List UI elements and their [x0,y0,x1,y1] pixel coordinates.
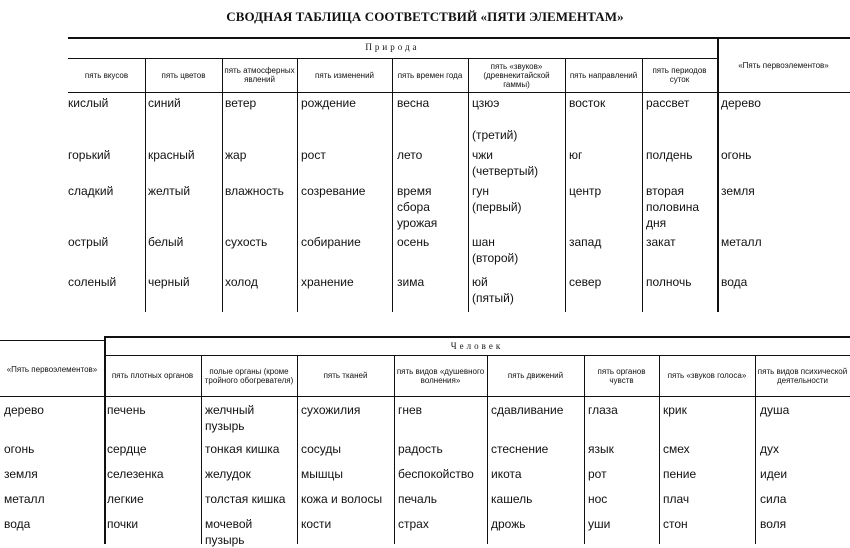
nature-cell: зима [397,275,425,289]
human-cell: земля [4,467,38,481]
human-cell: беспокойство [398,467,474,481]
nature-cell: сладкий [68,184,114,198]
human-cell: дерево [4,403,44,417]
human-cell: стеснение [491,442,549,456]
human-cell: сдавливание [491,403,564,417]
nature-column-divider [222,58,223,312]
nature-cell: созревание [301,184,366,198]
page-title: СВОДНАЯ ТАБЛИЦА СООТВЕТСТВИЙ «ПЯТИ ЭЛЕМЕНТАМ» [226,9,624,24]
human-column-divider [201,355,202,544]
human-cell: желчный пузырь [205,403,255,433]
nature-cell: вода [721,275,748,289]
nature-cell: желтый [148,184,191,198]
human-cell: нос [588,492,608,506]
nature-cell: земля [721,184,755,198]
human-cell: металл [4,492,45,506]
human-cell: печаль [398,492,437,506]
human-left-top-rule [0,340,104,341]
human-cell: желудок [205,467,251,481]
human-cell: пение [663,467,697,481]
human-column-header: «Пять первоэлементов» [6,364,98,374]
human-cell: вода [4,517,31,531]
human-cell: икота [491,467,522,481]
human-cell: почки [107,517,139,531]
nature-cell: чжи (четвертый) [472,148,539,178]
nature-cell: время сбора урожая [397,184,438,230]
nature-cell: цзюэ (третий) [472,96,518,142]
nature-column-header: пять «звуков» (древнекитайской гаммы) [483,61,550,89]
nature-cell: гун (первый) [472,184,522,214]
human-column-divider [659,355,660,544]
nature-cell: красный [148,148,195,162]
nature-cell: полночь [646,275,692,289]
nature-cell: восток [569,96,606,110]
human-column-header: полые органы (кроме тройного обогревателя) [204,366,294,385]
nature-header-bottom-rule [68,92,850,93]
nature-cell: огонь [721,148,752,162]
human-top-rule [104,336,850,338]
nature-cell: рост [301,148,326,162]
nature-cell: рождение [301,96,356,110]
nature-cell: шан (второй) [472,235,519,265]
nature-cell: острый [68,235,109,249]
human-cell: дух [760,442,780,456]
nature-cell: лето [397,148,423,162]
human-cell: уши [588,517,611,531]
nature-cell: вторая половина дня [646,184,700,230]
nature-cell: сухость [225,235,268,249]
human-header-bottom-rule [0,396,850,397]
human-cell: сердце [107,442,147,456]
nature-column-header: пять времен года [397,70,463,80]
nature-cell: весна [397,96,430,110]
nature-top-rule [68,37,850,39]
human-cell: селезенка [107,467,164,481]
human-cell: душа [760,403,790,417]
human-cell: смех [663,442,690,456]
nature-section-label: Природа [365,42,420,52]
human-cell: идеи [760,467,788,481]
nature-cell: полдень [646,148,693,162]
human-cell: гнев [398,403,423,417]
human-cell: воля [760,517,787,531]
nature-cell: металл [721,235,762,249]
human-cell: толстая кишка [205,492,286,506]
human-cell: сухожилия [301,403,361,417]
nature-cell: синий [148,96,181,110]
human-cell: легкие [107,492,144,506]
nature-column-divider [468,58,469,312]
nature-column-header: пять изменений [314,70,375,80]
human-cell: огонь [4,442,35,456]
human-section-label: Человек [450,341,504,351]
human-column-header: пять «звуков голоса» [667,371,747,380]
human-cell: мышцы [301,467,343,481]
nature-column-divider [392,58,393,312]
nature-cell: запад [569,235,602,249]
nature-column-divider [565,58,566,312]
human-column-header: пять органов чувств [597,366,646,385]
nature-column-divider [297,58,298,312]
nature-column-header: пять атмосферных явлений [224,66,295,84]
human-column-divider [394,355,395,544]
human-header-rule [104,355,850,356]
human-cell: рот [588,467,607,481]
human-cell: радость [398,442,443,456]
nature-cell: холод [225,275,258,289]
human-cell: мочевой пузырь [205,517,253,547]
nature-column-divider [642,58,643,312]
human-cell: кожа и волосы [301,492,383,506]
nature-column-header: пять периодов суток [652,66,707,84]
human-cell: печень [107,403,146,417]
nature-cell: горький [68,148,111,162]
nature-cell: юг [569,148,583,162]
nature-cell: ветер [225,96,257,110]
human-cell: дрожь [491,517,526,531]
nature-cell: рассвет [646,96,690,110]
nature-cell: юй (пятый) [472,275,514,305]
human-cell: стон [663,517,688,531]
nature-column-header: пять цветов [161,70,206,80]
nature-column-header: «Пять первоэлементов» [738,61,829,70]
nature-cell: север [569,275,602,289]
human-column-header: пять тканей [323,371,368,380]
human-cell: крик [663,403,687,417]
nature-cell: закат [646,235,676,249]
human-cell: язык [588,442,614,456]
human-cell: кости [301,517,332,531]
nature-cell: центр [569,184,602,198]
human-cell: страх [398,517,429,531]
human-cell: сила [760,492,787,506]
nature-cell: кислый [68,96,109,110]
human-cell: глаза [588,403,618,417]
nature-cell: жар [225,148,247,162]
nature-column-divider [145,58,146,312]
human-column-header: пять плотных органов [111,371,194,380]
nature-column-header: пять направлений [569,70,638,80]
human-cell: плач [663,492,690,506]
human-column-header: пять видов «душевного волнения» [396,366,485,385]
nature-cell: дерево [721,96,761,110]
human-column-header: пять движений [507,371,564,380]
nature-cell: хранение [301,275,354,289]
human-column-divider [755,355,756,544]
human-column-header: пять видов психической деятельности [757,366,848,385]
human-column-divider [487,355,488,544]
nature-cell: черный [148,275,190,289]
human-cell: сосуды [301,442,342,456]
human-cell: кашель [491,492,533,506]
nature-cell: соленый [68,275,117,289]
nature-cell: белый [148,235,184,249]
nature-column-header: пять вкусов [84,70,129,80]
nature-cell: собирание [301,235,361,249]
nature-cell: осень [397,235,430,249]
human-column-divider [584,355,585,544]
human-column-divider [297,355,298,544]
nature-cell: влажность [225,184,284,198]
human-cell: тонкая кишка [205,442,280,456]
